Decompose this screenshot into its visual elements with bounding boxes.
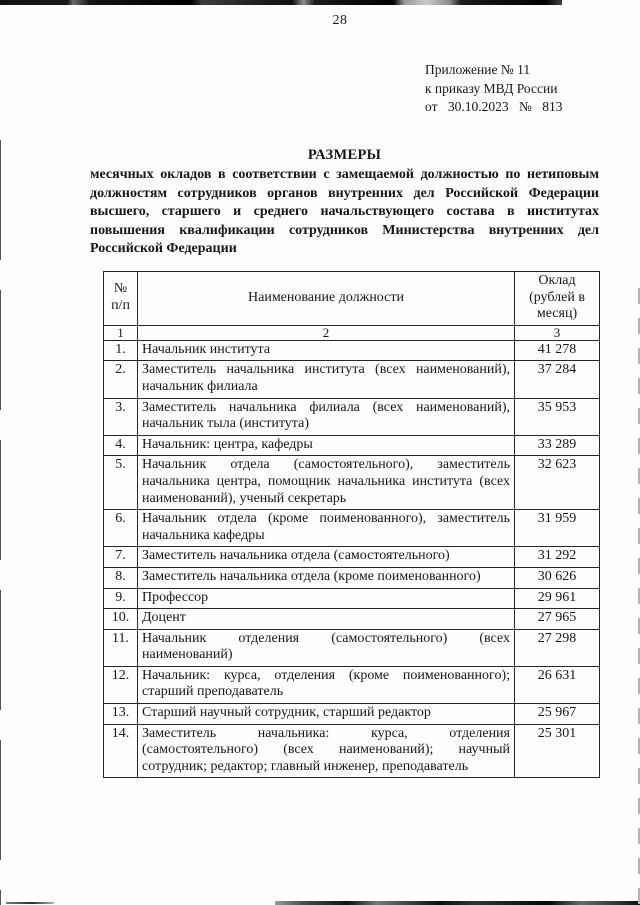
- appendix-line-3: от 30.10.2023 № 813: [425, 99, 563, 114]
- table-row: [104, 340, 600, 361]
- row-number: 10.: [104, 609, 138, 630]
- document-subtitle: месячных окладов в соответствии с замещаемой должностью по нетиповым должностям сотрудников органов внутренних дел Российской Федерации высшего, старшего и среднего начальствующего состава в институтах повышения квалификации сотрудников Министерства внутренних дел Российской Федерации: [90, 167, 599, 257]
- scan-edge-top: [0, 0, 562, 5]
- scan-edge-bottom-left: [6, 902, 54, 904]
- salary-value: 31 959: [515, 510, 600, 547]
- position-name: Начальник отделения (самостоятельного) (всех наименований): [138, 629, 515, 666]
- row-number: 3.: [104, 398, 138, 435]
- table-row: [104, 567, 600, 588]
- appendix-line-2: к приказу МВД России: [425, 80, 558, 96]
- salary-value: 27 298: [515, 629, 600, 666]
- row-number: 12.: [104, 666, 138, 703]
- position-name: Начальник отдела (кроме поименованного), заместитель начальника кафедры: [138, 510, 515, 547]
- row-number: 6.: [104, 510, 138, 547]
- position-name: Заместитель начальника: курса, отделения (самостоятельного) (всех наименований); научный сотрудник; редактор; главный инженер, преподаватель: [138, 724, 515, 778]
- salary-value: 31 292: [515, 547, 600, 568]
- scan-edge-bottom: [275, 901, 640, 905]
- table-row: [104, 435, 600, 456]
- table-header-row: [104, 272, 600, 326]
- salary-value: 32 623: [515, 456, 600, 510]
- salary-value: 26 631: [515, 666, 600, 703]
- column-header-position: Наименование должности: [138, 272, 515, 326]
- salary-value: 25 967: [515, 704, 600, 725]
- table-row: [104, 666, 600, 703]
- row-number: 8.: [104, 567, 138, 588]
- table-row: [104, 588, 600, 609]
- column-header-number: № п/п: [104, 272, 138, 326]
- position-name: Доцент: [138, 609, 515, 630]
- table-row: [104, 724, 600, 778]
- appendix-reference-block: [425, 61, 562, 117]
- row-number: 11.: [104, 629, 138, 666]
- column-index-3: 3: [515, 325, 600, 340]
- appendix-line-1: Приложение № 11: [425, 62, 531, 77]
- salary-value: 33 289: [515, 435, 600, 456]
- position-name: Заместитель начальника отдела (самостоятельного): [138, 547, 515, 568]
- salary-value: 27 965: [515, 609, 600, 630]
- table-row: [104, 704, 600, 725]
- row-number: 14.: [104, 724, 138, 778]
- position-name: Начальник института: [138, 340, 515, 361]
- position-name: Заместитель начальника отдела (кроме поименованного): [138, 567, 515, 588]
- row-number: 13.: [104, 704, 138, 725]
- title-block: [90, 147, 599, 259]
- table-row: [104, 456, 600, 510]
- column-index-1: 1: [104, 325, 138, 340]
- table-row: [104, 398, 600, 435]
- salary-value: 35 953: [515, 398, 600, 435]
- salary-table: [103, 271, 600, 778]
- table-row: [104, 609, 600, 630]
- document-title: РАЗМЕРЫ: [307, 147, 382, 163]
- table-row: [104, 547, 600, 568]
- table-row: [104, 361, 600, 398]
- column-index-2: 2: [138, 325, 515, 340]
- table-row: [104, 629, 600, 666]
- row-number: 7.: [104, 547, 138, 568]
- position-name: Начальник: курса, отделения (кроме поименованного); старший преподаватель: [138, 666, 515, 703]
- salary-value: 29 961: [515, 588, 600, 609]
- scan-edge-left: [0, 140, 1, 905]
- salary-value: 37 284: [515, 361, 600, 398]
- position-name: Заместитель начальника института (всех наименований), начальник филиала: [138, 361, 515, 398]
- page-number: 28: [332, 13, 348, 28]
- salary-value: 25 301: [515, 724, 600, 778]
- column-header-salary: Оклад (рублей в месяц): [515, 272, 600, 326]
- position-name: Начальник отдела (самостоятельного), заместитель начальника центра, помощник начальника института (всех наименований), ученый секретарь: [138, 456, 515, 510]
- salary-value: 30 626: [515, 567, 600, 588]
- table-row: [104, 510, 600, 547]
- row-number: 5.: [104, 456, 138, 510]
- column-index-row: [104, 325, 600, 340]
- row-number: 2.: [104, 361, 138, 398]
- position-name: Профессор: [138, 588, 515, 609]
- position-name: Заместитель начальника филиала (всех наименований), начальник тыла (института): [138, 398, 515, 435]
- row-number: 9.: [104, 588, 138, 609]
- row-number: 1.: [104, 340, 138, 361]
- row-number: 4.: [104, 435, 138, 456]
- position-name: Начальник: центра, кафедры: [138, 435, 515, 456]
- position-name: Старший научный сотрудник, старший редактор: [138, 704, 515, 725]
- salary-value: 41 278: [515, 340, 600, 361]
